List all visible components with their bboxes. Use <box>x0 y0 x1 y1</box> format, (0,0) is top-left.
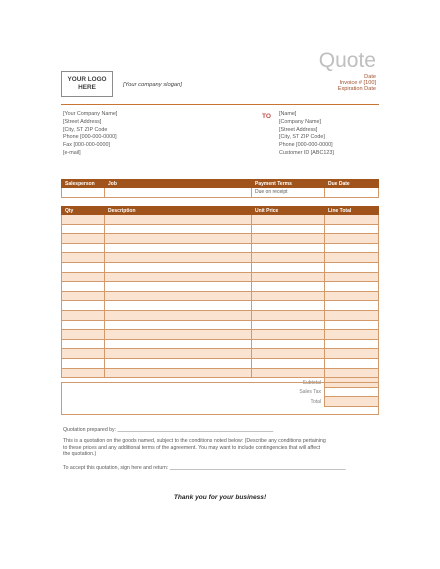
from-line: Fax [000-000-0000] <box>63 142 111 149</box>
line-total-cell[interactable] <box>325 368 379 378</box>
from-address <box>63 111 117 158</box>
to-line: Customer ID [ABC123] <box>279 149 334 156</box>
table-row <box>62 272 379 282</box>
line-total-cell[interactable] <box>325 262 379 272</box>
table-row <box>62 358 379 368</box>
qty-cell[interactable] <box>62 234 105 244</box>
payment-terms-cell[interactable]: Due on receipt <box>252 188 325 198</box>
description-cell[interactable] <box>105 215 252 225</box>
qty-cell[interactable] <box>62 215 105 225</box>
col-line-total: Line Total <box>325 207 379 215</box>
col-qty: Qty <box>62 207 105 215</box>
date-label: Date <box>364 74 376 80</box>
terms-paragraph <box>63 438 383 458</box>
col-unit-price: Unit Price <box>252 207 325 215</box>
qty-cell[interactable] <box>62 301 105 311</box>
total-value[interactable] <box>325 397 379 407</box>
due-date-cell[interactable] <box>325 188 379 198</box>
table-row <box>62 320 379 330</box>
qty-cell[interactable] <box>62 358 105 368</box>
description-cell[interactable] <box>105 368 252 378</box>
from-line: [Your Company Name] <box>63 111 118 117</box>
table-row <box>62 291 379 301</box>
quote-title: Quote <box>318 49 376 72</box>
description-cell[interactable] <box>105 301 252 311</box>
to-line: [Street Address] <box>279 126 318 133</box>
unit-price-cell[interactable] <box>252 320 325 330</box>
unit-price-cell[interactable] <box>252 234 325 244</box>
unit-price-cell[interactable] <box>252 291 325 301</box>
qty-cell[interactable] <box>62 282 105 292</box>
qty-cell[interactable] <box>62 224 105 234</box>
qty-cell[interactable] <box>62 310 105 320</box>
description-cell[interactable] <box>105 272 252 282</box>
col-payment-terms: Payment Terms <box>252 180 325 188</box>
terms-line: the quotation.) <box>63 451 97 458</box>
header-divider <box>61 104 379 105</box>
line-total-cell[interactable] <box>325 320 379 330</box>
table-row <box>62 282 379 292</box>
expiration-date-label: Expiration Date <box>337 86 376 92</box>
line-total-cell[interactable] <box>325 234 379 244</box>
description-cell[interactable] <box>105 291 252 301</box>
unit-price-cell[interactable] <box>252 301 325 311</box>
qty-cell[interactable] <box>62 330 105 340</box>
to-line: [Name] <box>279 111 297 117</box>
qty-cell[interactable] <box>62 291 105 301</box>
line-total-cell[interactable] <box>325 349 379 359</box>
qty-cell[interactable] <box>62 339 105 349</box>
table-row <box>62 224 379 234</box>
total-label: Total <box>310 398 321 405</box>
col-due-date: Due Date <box>325 180 379 188</box>
qty-cell[interactable] <box>62 349 105 359</box>
description-cell[interactable] <box>105 262 252 272</box>
subtotal-value[interactable] <box>325 378 379 388</box>
table-row <box>62 339 379 349</box>
from-line: [City, ST ZIP Code <box>63 126 108 133</box>
description-cell[interactable] <box>105 224 252 234</box>
unit-price-cell[interactable] <box>252 330 325 340</box>
accept-line: To accept this quotation, sign here and return: _____________________________________________________________ <box>63 465 346 471</box>
sales-tax-value[interactable] <box>325 387 379 397</box>
unit-price-cell[interactable] <box>252 358 325 368</box>
qty-cell[interactable] <box>62 320 105 330</box>
terms-line: to these prices and any additional terms of the agreement. You may want to include contingencies that will affect <box>63 444 321 451</box>
company-slogan: [Your company slogan] <box>123 82 182 88</box>
description-cell[interactable] <box>105 358 252 368</box>
table-row <box>62 301 379 311</box>
job-cell[interactable] <box>105 188 252 198</box>
line-total-cell[interactable] <box>325 358 379 368</box>
description-cell[interactable] <box>105 253 252 263</box>
unit-price-cell[interactable] <box>252 243 325 253</box>
description-cell[interactable] <box>105 320 252 330</box>
salesperson-cell[interactable] <box>62 188 105 198</box>
terms-table <box>61 179 379 198</box>
unit-price-cell[interactable] <box>252 253 325 263</box>
from-line: Phone [000-000-0000] <box>63 134 117 141</box>
logo-placeholder: YOUR LOGO HERE <box>61 71 113 97</box>
table-row <box>62 349 379 359</box>
thank-you-note: Thank you for your business! <box>173 494 267 501</box>
qty-cell[interactable] <box>62 272 105 282</box>
line-total-cell[interactable] <box>325 339 379 349</box>
col-description: Description <box>105 207 252 215</box>
unit-price-cell[interactable] <box>252 310 325 320</box>
line-total-cell[interactable] <box>325 224 379 234</box>
from-line: [e-mail] <box>63 149 81 156</box>
line-total-cell[interactable] <box>325 301 379 311</box>
line-total-cell[interactable] <box>325 243 379 253</box>
qty-cell[interactable] <box>62 253 105 263</box>
unit-price-cell[interactable] <box>252 224 325 234</box>
line-total-cell[interactable] <box>325 291 379 301</box>
to-address <box>279 111 334 158</box>
description-cell[interactable] <box>105 310 252 320</box>
to-line: Phone [000-000-0000] <box>279 142 333 149</box>
qty-cell[interactable] <box>62 368 105 378</box>
description-cell[interactable] <box>105 234 252 244</box>
sales-tax-label: Sales Tax <box>299 388 321 395</box>
invoice-number: Invoice # [100] <box>339 80 376 86</box>
col-job: Job <box>105 180 252 188</box>
table-row <box>62 262 379 272</box>
unit-price-cell[interactable] <box>252 349 325 359</box>
table-row <box>62 368 379 378</box>
unit-price-cell[interactable] <box>252 282 325 292</box>
description-cell[interactable] <box>105 339 252 349</box>
unit-price-cell[interactable] <box>252 368 325 378</box>
subtotal-label: Subtotal <box>302 379 321 386</box>
line-total-cell[interactable] <box>325 330 379 340</box>
to-label: TO <box>262 113 272 120</box>
items-table <box>61 206 379 407</box>
unit-price-cell[interactable] <box>252 339 325 349</box>
description-cell[interactable] <box>105 330 252 340</box>
description-cell[interactable] <box>105 349 252 359</box>
terms-line: This is a quotation on the goods named, subject to the conditions noted below: (Describe any conditions pertaining <box>63 438 326 444</box>
unit-price-cell[interactable] <box>252 272 325 282</box>
unit-price-cell[interactable] <box>252 215 325 225</box>
qty-cell[interactable] <box>62 262 105 272</box>
table-row <box>62 310 379 320</box>
to-line: [City, ST ZIP Code] <box>279 134 325 141</box>
description-cell[interactable] <box>105 282 252 292</box>
prepared-by-line: Quotation prepared by: ______________________________________________________ <box>63 427 274 433</box>
col-salesperson: Salesperson <box>62 180 105 188</box>
from-line: [Street Address] <box>63 118 102 125</box>
unit-price-cell[interactable] <box>252 262 325 272</box>
qty-cell[interactable] <box>62 243 105 253</box>
description-cell[interactable] <box>105 243 252 253</box>
line-total-cell[interactable] <box>325 272 379 282</box>
line-total-cell[interactable] <box>325 215 379 225</box>
table-row <box>62 330 379 340</box>
table-row <box>62 215 379 225</box>
table-row <box>62 243 379 253</box>
to-line: [Company Name] <box>279 118 321 125</box>
line-total-cell[interactable] <box>325 253 379 263</box>
table-row <box>62 234 379 244</box>
table-row <box>62 253 379 263</box>
line-total-cell[interactable] <box>325 310 379 320</box>
line-total-cell[interactable] <box>325 282 379 292</box>
